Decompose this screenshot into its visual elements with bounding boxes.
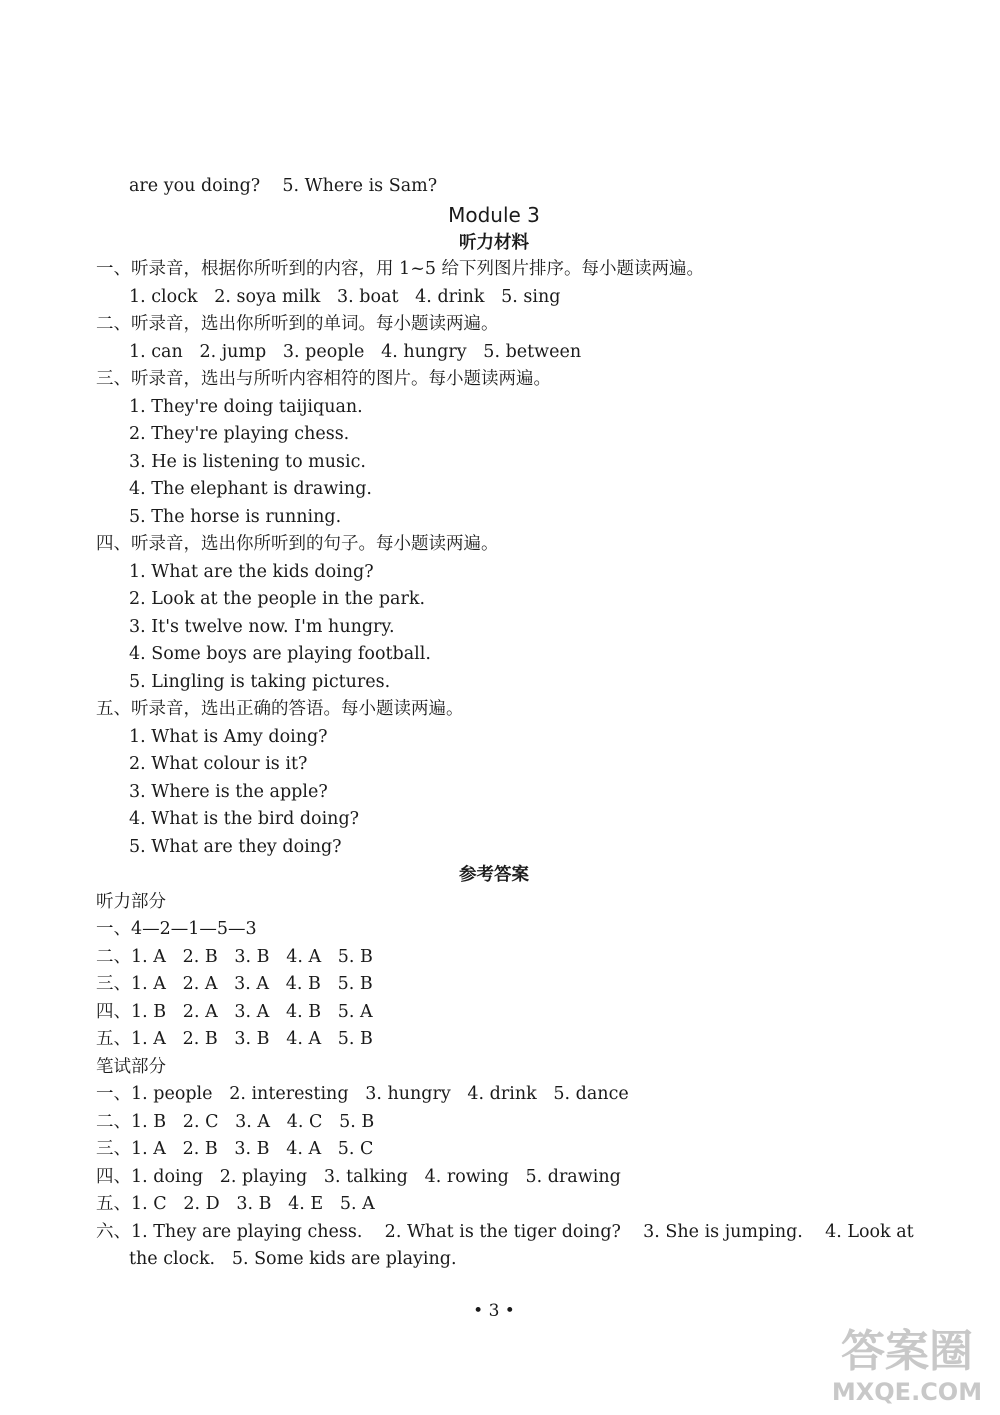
listening-answers-label: 听力部分 [96,892,166,912]
section-item: 5. The horse is running. [129,507,342,527]
section-item: 3. It's twelve now. I'm hungry. [129,617,395,637]
answer-line: 四、1. doing 2. playing 3. talking 4. rowing 5. drawing [96,1167,621,1187]
section-item: 1. clock 2. soya milk 3. boat 4. drink 5. sing [129,287,561,307]
section-heading: 一、听录音，根据你所听到的内容，用 1~5 给下列图片排序。每小题读两遍。 [96,259,705,279]
section-item: 2. Look at the people in the park. [129,589,426,609]
section-item: 3. Where is the apple? [129,782,328,802]
module-title: Module 3 [448,203,540,227]
section-item: 2. They're playing chess. [129,424,350,444]
section-item: 1. What are the kids doing? [129,562,374,582]
section-item: 4. Some boys are playing football. [129,644,431,664]
section-item: 4. What is the bird doing? [129,809,360,829]
answer-line: 三、1. A 2. A 3. A 4. B 5. B [96,974,373,994]
section-heading: 五、听录音，选出正确的答语。每小题读两遍。 [96,699,464,719]
section-heading: 二、听录音，选出你所听到的单词。每小题读两遍。 [96,314,499,334]
answer-line: 二、1. A 2. B 3. B 4. A 5. B [96,947,373,967]
answer-line: 四、1. B 2. A 3. A 4. B 5. A [96,1002,373,1022]
answers-title: 参考答案 [459,865,529,885]
listening-title: 听力材料 [459,233,529,253]
section-heading: 三、听录音，选出与所听内容相符的图片。每小题读两遍。 [96,369,551,389]
answer-line: 二、1. B 2. C 3. A 4. C 5. B [96,1112,375,1132]
section-item: 1. can 2. jump 3. people 4. hungry 5. between [129,342,582,362]
section-item: 5. What are they doing? [129,837,342,857]
section-item: 4. The elephant is drawing. [129,479,372,499]
section-item: 1. They're doing taijiquan. [129,397,363,417]
answer-line: 一、4—2—1—5—3 [96,919,257,939]
written-answers-label: 笔试部分 [96,1057,166,1077]
answer-line-continuation: the clock. 5. Some kids are playing. [129,1249,457,1269]
answer-line: 五、1. A 2. B 3. B 4. A 5. B [96,1029,373,1049]
section-item: 2. What colour is it? [129,754,308,774]
answer-line: 六、1. They are playing chess. 2. What is the tiger doing? 3. She is jumping. 4. Look at [96,1222,914,1242]
answer-line: 五、1. C 2. D 3. B 4. E 5. A [96,1194,375,1214]
section-item: 1. What is Amy doing? [129,727,328,747]
watermark-logo [822,1314,992,1409]
section-heading: 四、听录音，选出你所听到的句子。每小题读两遍。 [96,534,499,554]
page-number: • 3 • [473,1301,515,1321]
section-item: 3. He is listening to music. [129,452,366,472]
watermark-main-text: 答案圈 [841,1326,973,1377]
continuation-line: are you doing? 5. Where is Sam? [129,176,438,196]
watermark-url-text: MXQE.COM [831,1378,983,1406]
section-item: 5. Lingling is taking pictures. [129,672,391,692]
answer-line: 三、1. A 2. B 3. B 4. A 5. C [96,1139,374,1159]
answer-line: 一、1. people 2. interesting 3. hungry 4. drink 5. dance [96,1084,629,1104]
